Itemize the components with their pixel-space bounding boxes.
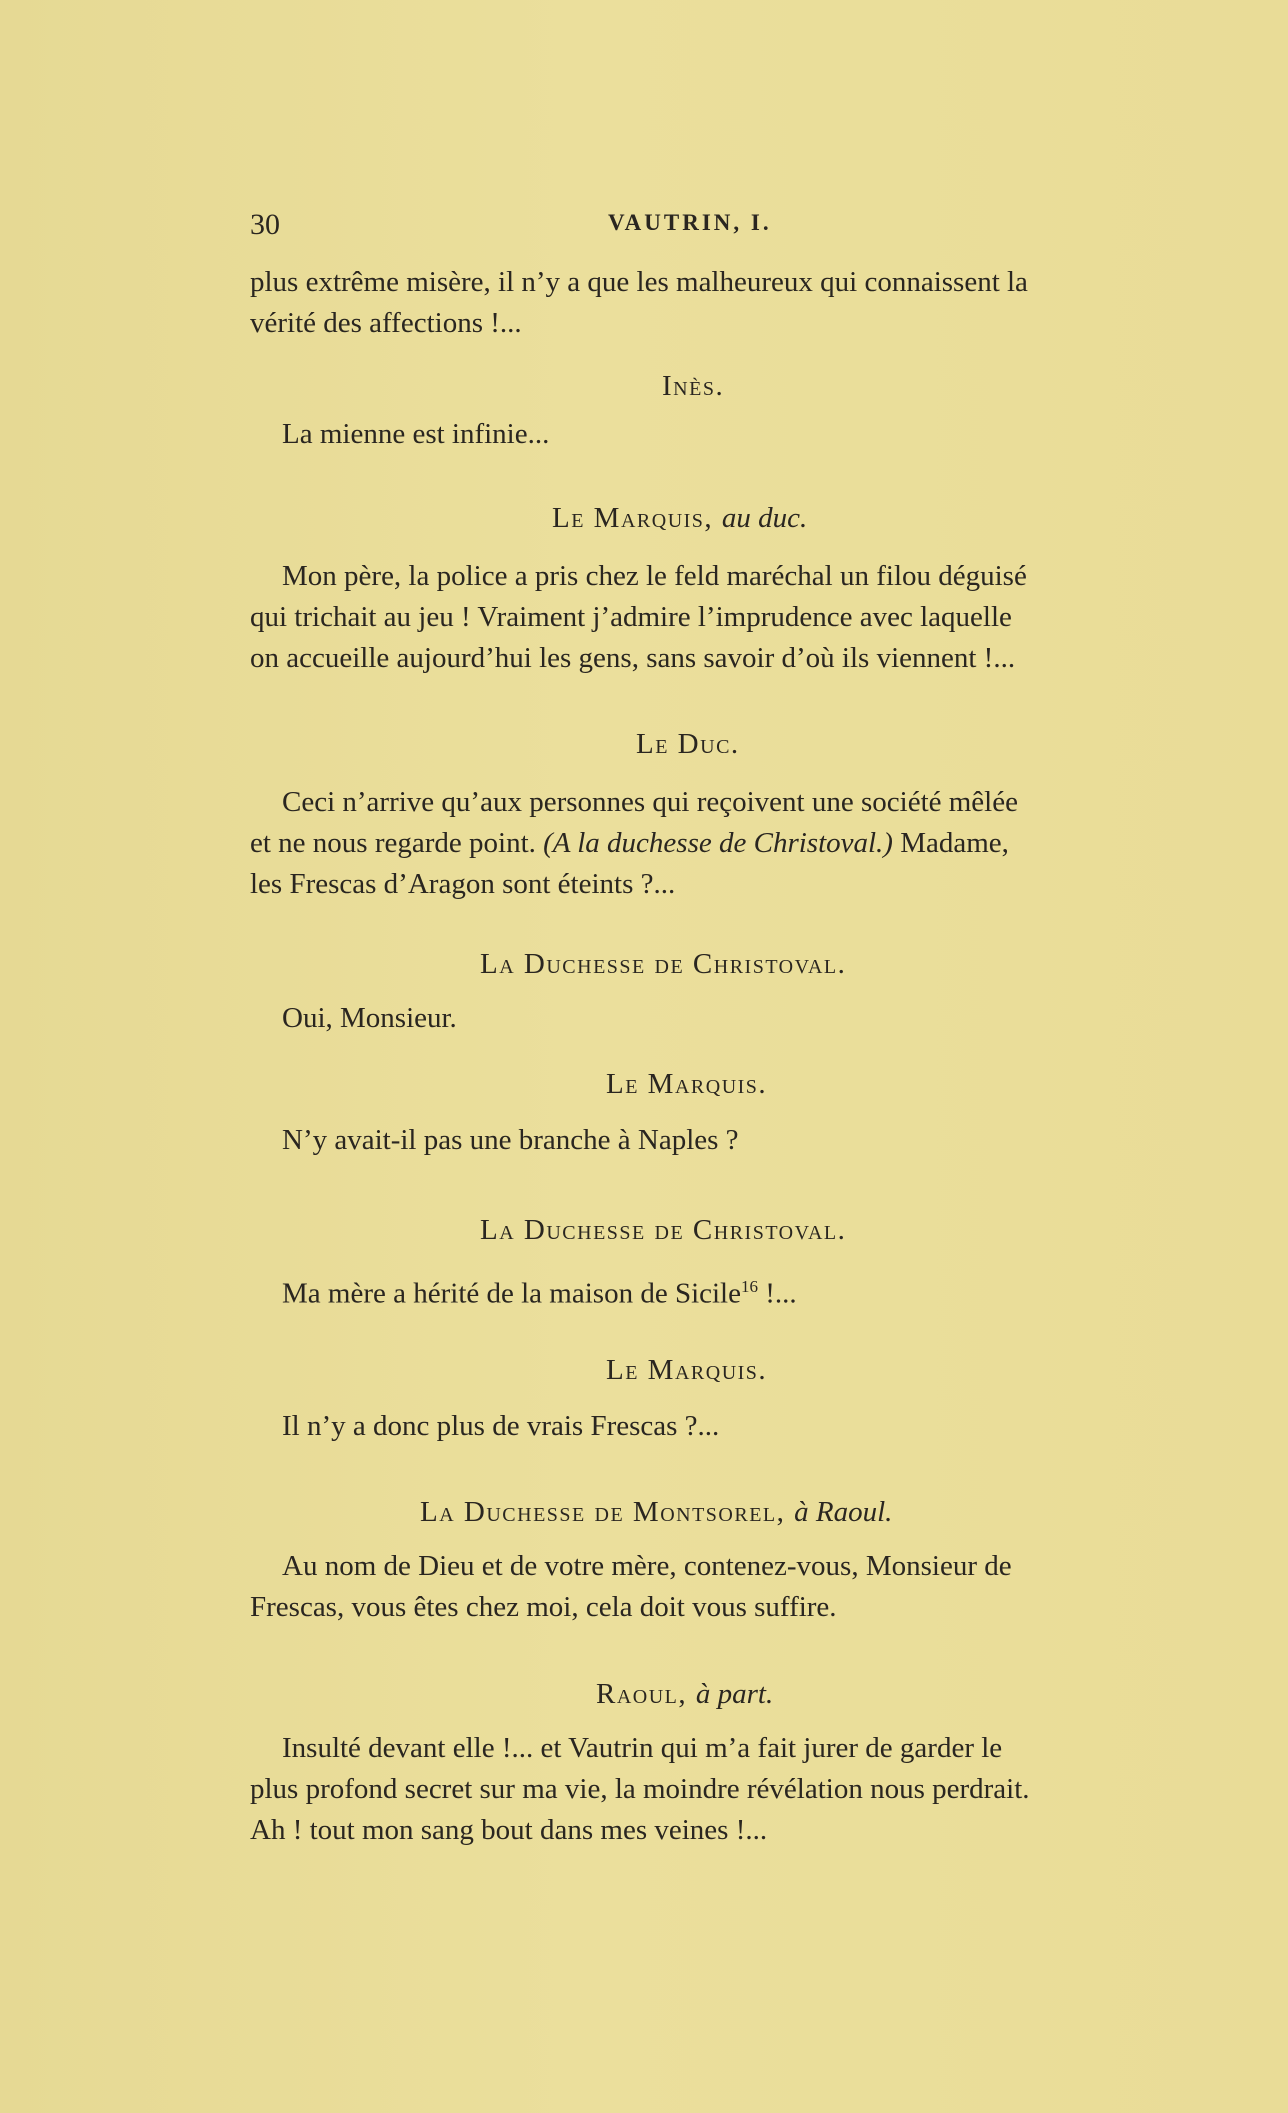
speech-christoval	[250, 1266, 1150, 1315]
speech-marquis	[250, 556, 1150, 679]
speech-duc	[250, 782, 1150, 905]
speaker-duc: Le Duc.	[636, 728, 740, 760]
text-line: on accueille aujourd’hui les gens, sans savoir d’où ils viennent !...	[250, 642, 1016, 674]
speaker-name: Raoul,	[596, 1678, 688, 1710]
text-line: Frescas, vous êtes chez moi, cela doit vous suffire.	[250, 1591, 837, 1623]
speaker-marquis: Le Marquis.	[606, 1068, 768, 1100]
page-header	[250, 208, 1150, 248]
speech-raoul	[250, 1728, 1150, 1851]
text-line: !...	[758, 1277, 797, 1310]
text-line: Mon père, la police a pris chez le feld maréchal un filou déguisé	[282, 560, 1027, 592]
stage-direction: à part.	[695, 1678, 774, 1710]
speaker-raoul	[596, 1676, 773, 1712]
text-line: plus extrême misère, il n’y a que les malheureux qui connaissent la	[250, 266, 1028, 298]
text-line: qui trichait au jeu ! Vraiment j’admire l’imprudence avec laquelle	[250, 601, 1012, 633]
speech-marquis: N’y avait-il pas une branche à Naples ?	[282, 1124, 739, 1156]
text-line: et ne nous regarde point.	[250, 827, 536, 859]
speaker-ines: Inès.	[662, 370, 725, 402]
text-line: vérité des affections !...	[250, 307, 522, 339]
text-line: Insulté devant elle !... et Vautrin qui m’a fait jurer de garder le	[282, 1732, 1003, 1764]
text-line: Ceci n’arrive qu’aux personnes qui reçoivent une société mêlée	[282, 786, 1018, 818]
speaker-marquis	[552, 500, 807, 536]
speech-christoval: Oui, Monsieur.	[282, 1002, 457, 1034]
stage-direction: (A la duchesse de Christoval.)	[543, 827, 893, 859]
text-line: Au nom de Dieu et de votre mère, contenez-vous, Monsieur de	[282, 1550, 1012, 1582]
speech-marquis: Il n’y a donc plus de vrais Frescas ?...	[282, 1410, 720, 1442]
text-line: les Frescas d’Aragon sont éteints ?...	[250, 868, 676, 900]
speaker-duchesse-christoval: La Duchesse de Christoval.	[480, 1214, 847, 1246]
footnote-marker[interactable]: 16	[741, 1277, 758, 1296]
speaker-duchesse-christoval: La Duchesse de Christoval.	[480, 948, 847, 980]
speaker-name: La Duchesse de Montsorel,	[420, 1496, 786, 1528]
speech-montsorel	[250, 1546, 1150, 1628]
stage-direction: au duc.	[721, 502, 808, 534]
speaker-name: Le Marquis,	[552, 502, 714, 534]
speaker-duchesse-montsorel	[420, 1494, 892, 1530]
text-line: plus profond secret sur ma vie, la moindre révélation nous perdrait.	[250, 1773, 1030, 1805]
speaker-marquis: Le Marquis.	[606, 1354, 768, 1386]
running-title: VAUTRIN, I.	[608, 210, 772, 235]
speech-ines: La mienne est infinie...	[282, 418, 550, 450]
text-line: Ah ! tout mon sang bout dans mes veines !...	[250, 1814, 768, 1846]
stage-direction: à Raoul.	[794, 1496, 893, 1528]
text-line: Madame,	[900, 827, 1009, 859]
text-line: Ma mère a hérité de la maison de Sicile	[282, 1277, 741, 1310]
paragraph-continuation	[250, 262, 1150, 344]
page-number: 30	[250, 208, 280, 241]
